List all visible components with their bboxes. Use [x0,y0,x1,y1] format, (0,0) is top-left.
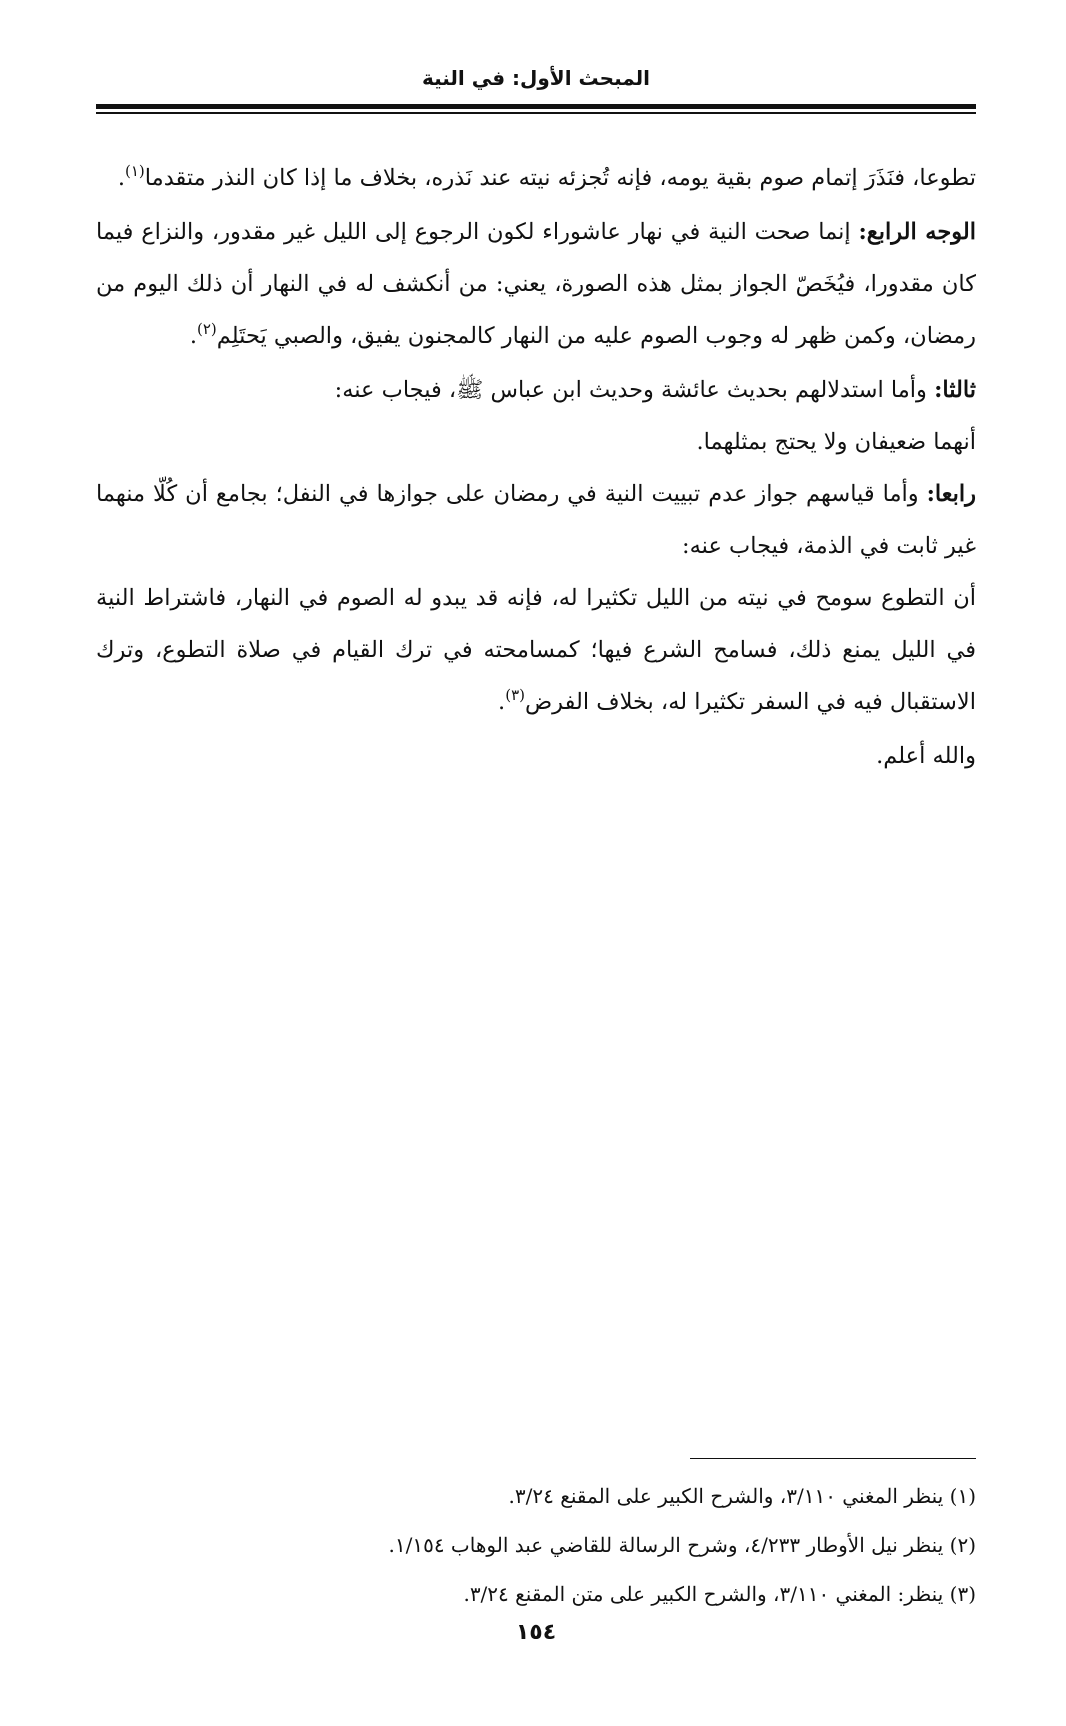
main-text [96,152,976,782]
running-header: المبحث الأول: في النية [421,66,651,90]
paragraph-3-text: وأما استدلالهم بحديث عائشة وحديث ابن عباس ﷺ، فيجاب عنه: [334,377,935,403]
paragraph-1-end: . [117,165,125,191]
footnote-3: (٣) ينظر: المغني ٣/١١٠، والشرح الكبير على متن المقنع ٣/٢٤. [463,1582,976,1606]
paragraph-7 [96,730,976,782]
footnote-ref-3: (٣) [505,686,525,704]
footnote-1: (١) ينظر المغني ٣/١١٠، والشرح الكبير على المقنع ٣/٢٤. [508,1484,976,1508]
footnote-2: (٢) ينظر نيل الأوطار ٤/٢٣٣، وشرح الرسالة للقاضي عبد الوهاب ١/١٥٤. [388,1533,976,1557]
paragraph-6-text: أن التطوع سومح في نيته من الليل تكثيرا له، فإنه قد يبدو له الصوم في النهار، فاشتراط النية في الليل يمنع ذلك، فسامح الشرع فيها؛ كمسامحته في ترك القيام في صلاة التطوع، وترك الاستقبال فيه في السفر تكثيرا له، بخلاف الفرض [96,585,976,715]
footnotes [96,1472,976,1619]
header-rule-thick [96,104,976,109]
paragraph-3 [96,364,976,416]
paragraph-2 [96,206,976,364]
footnote-ref-1: (١) [125,162,145,180]
paragraph-7-text: والله أعلم. [876,743,976,769]
header-rule-thin [96,112,976,114]
paragraph-2-end: . [189,323,197,349]
paragraph-3-lead: ثالثا: [934,377,976,403]
footnote-separator [690,1458,976,1459]
paragraph-5-lead: رابعا: [926,481,976,507]
paragraph-6-end: . [498,689,506,715]
paragraph-5 [96,468,976,572]
paragraph-4-text: أنهما ضعيفان ولا يحتج بمثلهما. [696,429,976,455]
paragraph-1 [96,152,976,206]
page-number: ١٥٤ [515,1620,557,1645]
paragraph-1-text: تطوعا، فنَذَرَ إتمام صوم بقية يومه، فإنه تُجزئه نيته عند نَذره، بخلاف ما إذا كان النذر متقدما [144,165,976,191]
paragraph-5-text: وأما قياسهم جواز عدم تبييت النية في رمضان على جوازها في النفل؛ بجامع أن كُلّا منهما غير ثابت في الذمة، فيجاب عنه: [96,481,976,559]
paragraph-2-lead: الوجه الرابع: [858,219,976,245]
footnote-ref-2: (٢) [196,320,217,338]
paragraph-4 [96,416,976,468]
paragraph-6 [96,572,976,730]
paragraph-2-text: إنما صحت النية في نهار عاشوراء لكون الرجوع إلى الليل غير مقدور، والنزاع فيما كان مقدورا، فيُخَصّ الجواز بمثل هذه الصورة، يعني: من أنكشف له في النهار أن ذلك اليوم من رمضان، وكمن ظهر له وجوب الصوم عليه من النهار كالمجنون يفيق، والصبي يَحتَلِم [96,219,976,349]
